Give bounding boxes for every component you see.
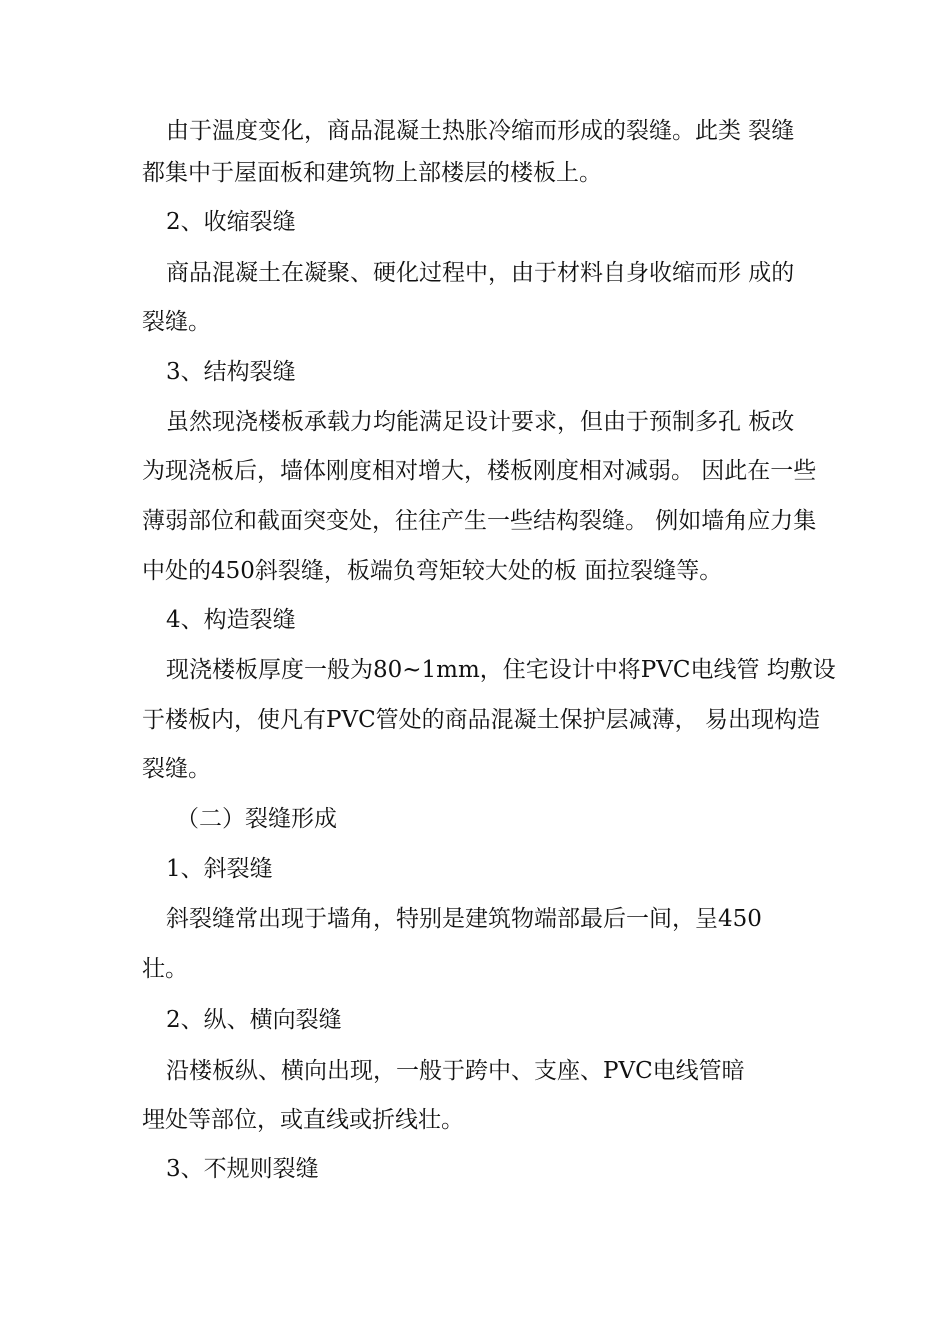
section-heading: 2、收缩裂缝 (166, 209, 296, 235)
section-heading: 4、构造裂缝 (166, 607, 296, 633)
paragraph-line: 虽然现浇楼板承载力均能满足设计要求，但由于预制多孔 板改 (166, 409, 795, 435)
paragraph-line: 沿楼板纵、横向出现，一般于跨中、支座、PVC电线管暗 (166, 1058, 745, 1084)
paragraph-line: 中处的450斜裂缝，板端负弯矩较大处的板 面拉裂缝等。 (142, 558, 723, 584)
section-heading: 3、不规则裂缝 (166, 1156, 319, 1182)
section-heading: 3、结构裂缝 (166, 359, 296, 385)
section-heading: 2、纵、横向裂缝 (166, 1007, 342, 1033)
paragraph-line: 裂缝。 (142, 309, 211, 335)
paragraph-line: 由于温度变化，商品混凝土热胀冷缩而形成的裂缝。此类 裂缝 (166, 118, 795, 144)
paragraph-line: 为现浇板后，墙体刚度相对增大，楼板刚度相对减弱。 因此在一些 (142, 458, 817, 484)
paragraph-line: 于楼板内，使凡有PVC管处的商品混凝土保护层减薄， 易出现构造 (142, 707, 820, 733)
paragraph-line: 都集中于屋面板和建筑物上部楼层的楼板上。 (142, 160, 602, 186)
paragraph-line: 埋处等部位，或直线或折线壮。 (142, 1107, 464, 1133)
paragraph-line: 裂缝。 (142, 756, 211, 782)
section-heading: 1、斜裂缝 (166, 856, 273, 882)
paragraph-line: 现浇楼板厚度一般为80~1mm，住宅设计中将PVC电线管 均敷设 (166, 657, 836, 683)
chapter-heading: （二）裂缝形成 (176, 806, 337, 832)
paragraph-line: 商品混凝土在凝聚、硬化过程中，由于材料自身收缩而形 成的 (166, 260, 795, 286)
paragraph-line: 斜裂缝常出现于墙角，特别是建筑物端部最后一间，呈450 (166, 906, 762, 932)
paragraph-line: 壮。 (142, 956, 188, 982)
paragraph-line: 薄弱部位和截面突变处，往往产生一些结构裂缝。 例如墙角应力集 (142, 508, 817, 534)
